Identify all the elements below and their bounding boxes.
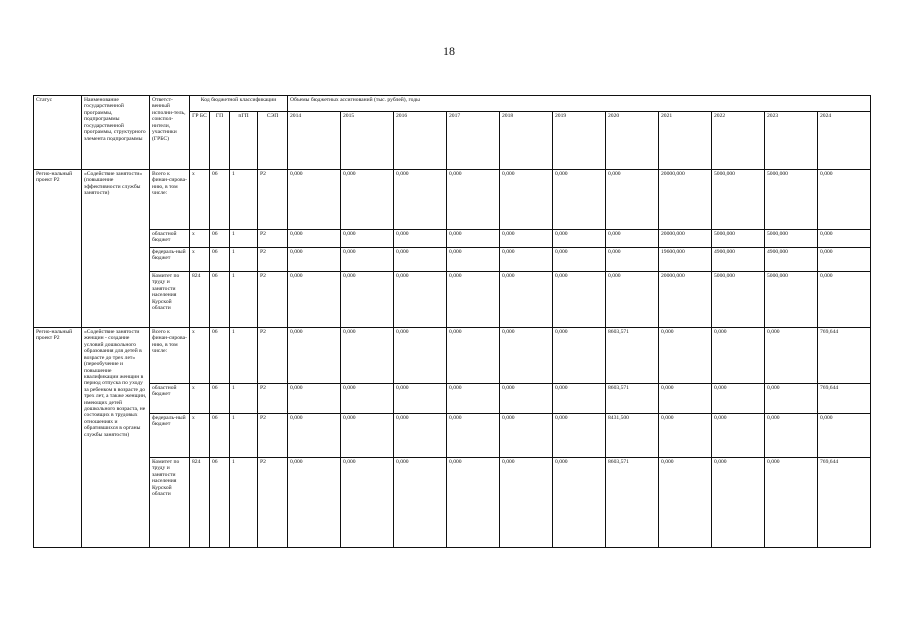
- value-cell: 0,000: [288, 458, 341, 548]
- value-cell: 0,000: [447, 272, 500, 328]
- responsible-cell: Комитет по труду и занятости населения Курской области: [150, 272, 190, 328]
- value-cell: 0,000: [447, 414, 500, 458]
- code-cell-pgp: 1: [230, 384, 258, 414]
- value-cell: 0,000: [288, 414, 341, 458]
- header-year: 2016: [394, 112, 447, 170]
- value-cell: 769,644: [818, 328, 871, 384]
- header-responsible: Ответст-венный исполни-тель, соиспол-нители, участники (ГРБС): [150, 96, 190, 170]
- value-cell: 5000,000: [712, 230, 765, 248]
- value-cell: 5000,000: [712, 170, 765, 230]
- table-row: [34, 458, 871, 548]
- code-cell-pgp: 1: [230, 328, 258, 384]
- value-cell: 0,000: [765, 328, 818, 384]
- value-cell: 0,000: [394, 272, 447, 328]
- code-cell-gp: 06: [210, 384, 230, 414]
- value-cell: 769,644: [818, 458, 871, 548]
- value-cell: 0,000: [341, 458, 394, 548]
- value-cell: 0,000: [553, 230, 606, 248]
- header-year: 2019: [553, 112, 606, 170]
- value-cell: 8603,571: [606, 458, 659, 548]
- value-cell: 0,000: [341, 230, 394, 248]
- value-cell: 20000,000: [659, 170, 712, 230]
- value-cell: 0,000: [500, 230, 553, 248]
- value-cell: 0,000: [818, 230, 871, 248]
- value-cell: 4900,000: [712, 248, 765, 272]
- code-cell-sep: Р2: [258, 458, 288, 548]
- value-cell: 0,000: [341, 414, 394, 458]
- code-cell-grbs: х: [190, 170, 210, 230]
- header-year: 2017: [447, 112, 500, 170]
- value-cell: 0,000: [394, 458, 447, 548]
- status-cell: Регио-нальный проект Р2: [34, 170, 82, 328]
- value-cell: 19600,000: [659, 248, 712, 272]
- code-cell-sep: Р2: [258, 248, 288, 272]
- code-cell-gp: 06: [210, 248, 230, 272]
- value-cell: 5000,000: [765, 230, 818, 248]
- responsible-cell: федераль-ный бюджет: [150, 414, 190, 458]
- value-cell: 0,000: [288, 328, 341, 384]
- value-cell: 0,000: [553, 458, 606, 548]
- value-cell: 0,000: [394, 384, 447, 414]
- code-cell-pgp: 1: [230, 248, 258, 272]
- code-cell-pgp: 1: [230, 414, 258, 458]
- status-cell: Регио-нальный проект Р2: [34, 328, 82, 548]
- value-cell: 0,000: [288, 170, 341, 230]
- code-cell-gp: 06: [210, 230, 230, 248]
- value-cell: 5000,000: [765, 170, 818, 230]
- value-cell: 0,000: [712, 328, 765, 384]
- header-year: 2021: [659, 112, 712, 170]
- code-cell-gp: 06: [210, 458, 230, 548]
- value-cell: 0,000: [341, 248, 394, 272]
- table-row: [34, 384, 871, 414]
- responsible-cell: областной бюджет: [150, 384, 190, 414]
- header-code-col: пГП: [230, 112, 258, 170]
- code-cell-grbs: х: [190, 230, 210, 248]
- value-cell: 0,000: [553, 170, 606, 230]
- value-cell: 0,000: [394, 230, 447, 248]
- value-cell: 0,000: [341, 328, 394, 384]
- responsible-cell: Комитет по труду и занятости населения Курской области: [150, 458, 190, 548]
- value-cell: 0,000: [288, 248, 341, 272]
- header-year: 2014: [288, 112, 341, 170]
- table-row: [34, 230, 871, 248]
- value-cell: 0,000: [447, 458, 500, 548]
- value-cell: 8603,571: [606, 384, 659, 414]
- code-cell-sep: Р2: [258, 384, 288, 414]
- value-cell: 0,000: [765, 384, 818, 414]
- header-year: 2015: [341, 112, 394, 170]
- table-row: [34, 248, 871, 272]
- code-cell-sep: Р2: [258, 230, 288, 248]
- code-cell-sep: Р2: [258, 414, 288, 458]
- value-cell: 0,000: [447, 328, 500, 384]
- value-cell: 20000,000: [659, 272, 712, 328]
- value-cell: 0,000: [447, 230, 500, 248]
- table-row: [34, 170, 871, 230]
- header-year: 2018: [500, 112, 553, 170]
- value-cell: 0,000: [712, 458, 765, 548]
- code-cell-gp: 06: [210, 170, 230, 230]
- value-cell: 0,000: [500, 170, 553, 230]
- code-cell-gp: 06: [210, 272, 230, 328]
- value-cell: 0,000: [659, 414, 712, 458]
- value-cell: 0,000: [341, 384, 394, 414]
- value-cell: 0,000: [659, 328, 712, 384]
- value-cell: 5000,000: [712, 272, 765, 328]
- code-cell-grbs: 824: [190, 458, 210, 548]
- code-cell-grbs: х: [190, 414, 210, 458]
- value-cell: 0,000: [500, 248, 553, 272]
- value-cell: 0,000: [818, 414, 871, 458]
- value-cell: 0,000: [765, 458, 818, 548]
- value-cell: 0,000: [765, 414, 818, 458]
- code-cell-pgp: 1: [230, 170, 258, 230]
- value-cell: 0,000: [500, 272, 553, 328]
- code-cell-gp: 06: [210, 328, 230, 384]
- value-cell: 0,000: [394, 170, 447, 230]
- value-cell: 0,000: [447, 248, 500, 272]
- value-cell: 0,000: [712, 384, 765, 414]
- value-cell: 0,000: [394, 328, 447, 384]
- value-cell: 0,000: [712, 414, 765, 458]
- value-cell: 0,000: [659, 458, 712, 548]
- code-cell-sep: Р2: [258, 272, 288, 328]
- value-cell: 8431,500: [606, 414, 659, 458]
- code-cell-pgp: 1: [230, 230, 258, 248]
- value-cell: 4900,000: [765, 248, 818, 272]
- responsible-cell: федераль-ный бюджет: [150, 248, 190, 272]
- code-cell-grbs: 824: [190, 272, 210, 328]
- value-cell: 0,000: [288, 272, 341, 328]
- value-cell: 0,000: [553, 272, 606, 328]
- code-cell-pgp: 1: [230, 458, 258, 548]
- value-cell: 0,000: [659, 384, 712, 414]
- value-cell: 0,000: [500, 384, 553, 414]
- header-status: Статус: [34, 96, 82, 170]
- value-cell: 0,000: [818, 170, 871, 230]
- page-number: 18: [443, 44, 455, 58]
- value-cell: 0,000: [447, 384, 500, 414]
- code-cell-sep: Р2: [258, 170, 288, 230]
- code-cell-grbs: х: [190, 328, 210, 384]
- value-cell: 0,000: [500, 414, 553, 458]
- value-cell: 8603,571: [606, 328, 659, 384]
- value-cell: 0,000: [553, 414, 606, 458]
- value-cell: 0,000: [553, 328, 606, 384]
- value-cell: 5000,000: [765, 272, 818, 328]
- value-cell: 0,000: [606, 230, 659, 248]
- header-year: 2024: [818, 112, 871, 170]
- value-cell: 0,000: [606, 248, 659, 272]
- value-cell: 0,000: [341, 170, 394, 230]
- table-row: [34, 328, 871, 384]
- value-cell: 0,000: [341, 272, 394, 328]
- header-code-col: ГП: [210, 112, 230, 170]
- code-cell-pgp: 1: [230, 272, 258, 328]
- value-cell: 0,000: [288, 384, 341, 414]
- value-cell: 0,000: [288, 230, 341, 248]
- value-cell: 20000,000: [659, 230, 712, 248]
- value-cell: 0,000: [553, 248, 606, 272]
- value-cell: 0,000: [394, 248, 447, 272]
- table-row: [34, 272, 871, 328]
- value-cell: 0,000: [500, 458, 553, 548]
- code-cell-grbs: х: [190, 384, 210, 414]
- header-year: 2020: [606, 112, 659, 170]
- value-cell: 0,000: [606, 272, 659, 328]
- header-code-col: СЭП: [258, 112, 288, 170]
- code-cell-gp: 06: [210, 414, 230, 458]
- value-cell: 0,000: [553, 384, 606, 414]
- name-cell: «Содействие занятости женщин - создание условий дошкольного образования для детей в возрасте до трех лет» (переобучение и повышение квалификации женщин в период отпуска по уходу за ребенком в возрасте до трех лет, а также женщин, имеющих детей дошкольного возраста, не состоящих в трудовых отношениях и обратившихся в органы службы занятости): [82, 328, 150, 548]
- code-cell-sep: Р2: [258, 328, 288, 384]
- value-cell: 0,000: [606, 170, 659, 230]
- responsible-cell: областной бюджет: [150, 230, 190, 248]
- budget-table: [33, 95, 871, 548]
- table-row: [34, 414, 871, 458]
- value-cell: 0,000: [394, 414, 447, 458]
- header-code-col: ГР БС: [190, 112, 210, 170]
- code-cell-grbs: х: [190, 248, 210, 272]
- responsible-cell: Всего к финан-сирова-нию, в том числе:: [150, 328, 190, 384]
- responsible-cell: Всего к финан-сирова-нию, в том числе:: [150, 170, 190, 230]
- header-year: 2022: [712, 112, 765, 170]
- value-cell: 0,000: [818, 248, 871, 272]
- header-code-group: Код бюджетной классификации: [190, 96, 288, 112]
- value-cell: 0,000: [447, 170, 500, 230]
- value-cell: 0,000: [818, 272, 871, 328]
- name-cell: «Содействие занятости» (повышение эффективности службы занятости): [82, 170, 150, 328]
- value-cell: 0,000: [500, 328, 553, 384]
- value-cell: 769,644: [818, 384, 871, 414]
- header-year: 2023: [765, 112, 818, 170]
- header-name: Наименование государственной программы, подпрограммы государственной программы, структурного элемента подпрограммы: [82, 96, 150, 170]
- header-volumes: Объемы бюджетных ассигнований (тыс. рублей), годы: [288, 96, 871, 112]
